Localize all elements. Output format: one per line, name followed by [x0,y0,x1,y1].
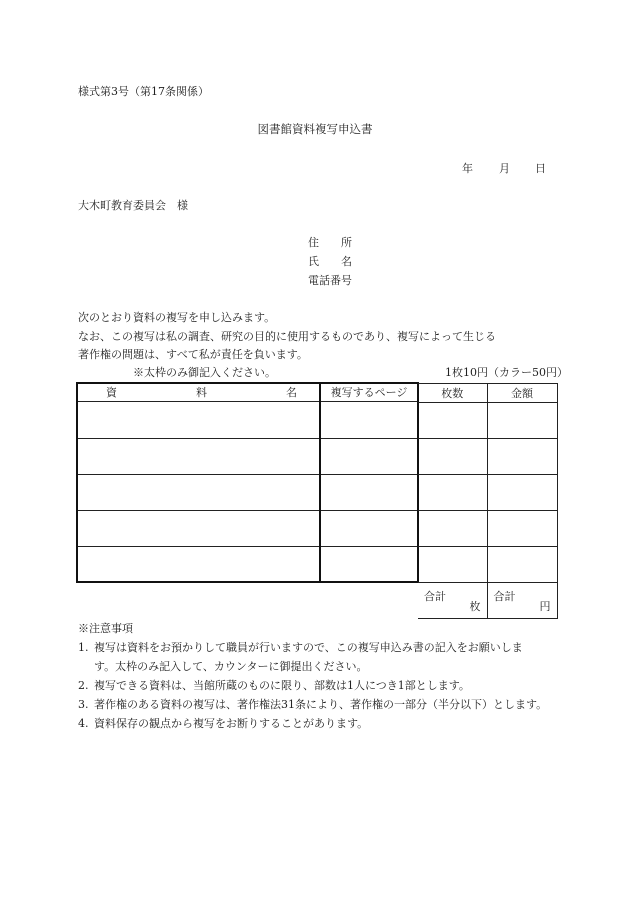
row-2-count [418,439,487,475]
request-table-staff [418,383,558,619]
total-amount-unit: 円 [539,600,551,613]
row-1-pages[interactable] [320,401,418,438]
note-text: 著作権のある資料の複写は、著作権法31条により、著作権の一部分（半分以下）とします。 [94,698,548,711]
total-count-unit: 枚 [469,600,481,613]
note-text: 資料保存の観点から複写をお断りすることがあります。 [94,717,369,730]
note-number: 2. [78,679,89,692]
date-day-label: 日 [535,162,546,175]
row-4-amount [487,511,557,547]
row-1-amount [487,403,557,439]
material-name-header-char-1: 資 [106,386,117,400]
price-note: 1枚10円（カラー50円） [445,366,568,379]
notes-heading: ※注意事項 [78,622,133,635]
row-1-material-name[interactable] [77,401,320,438]
row-3-amount [487,475,557,511]
phone-label: 電話番号 [308,274,352,287]
material-name-header-char-3: 名 [286,386,297,400]
total-amount-label: 合計 [493,590,516,603]
name-label: 氏 名 [308,255,352,268]
row-5-amount [487,547,557,583]
row-5-pages[interactable] [320,546,418,582]
material-name-header-char-2: 料 [196,386,207,400]
row-1-count [418,403,487,439]
date-month-label: 月 [499,162,510,175]
count-header: 枚数 [418,384,487,403]
total-count-label: 合計 [424,590,446,603]
row-3-count [418,475,487,511]
row-3-material-name[interactable] [77,474,320,510]
row-5-count [418,547,487,583]
addressee: 大木町教育委員会 様 [78,199,188,212]
statement-line-1: 次のとおり資料の複写を申し込みます。 [78,311,276,324]
note-text: 複写できる資料は、当館所蔵のものに限り、部数は1人につき1部とします。 [94,679,470,692]
note-text: 複写は資料をお預かりして職員が行いますので、この複写申込み書の記入をお願いしま [94,641,523,654]
pages-header: 複写するページ [320,383,418,401]
total-count-cell [418,583,487,619]
note-item-2 [78,680,470,691]
document-title: 図書館資料複写申込書 [257,122,373,136]
row-5-material-name[interactable] [77,546,320,582]
row-4-count [418,511,487,547]
note-item-4 [78,718,368,729]
form-number: 様式第3号（第17条関係） [78,85,209,98]
statement-line-2: なお、この複写は私の調査、研究の目的に使用するものであり、複写によって生じる [78,330,496,343]
note-item-3 [78,699,547,710]
row-2-pages[interactable] [320,438,418,474]
row-4-material-name[interactable] [77,510,320,546]
note-text: す。太枠のみ記入して、カウンターに御提出ください。 [94,660,368,673]
request-table-main [76,382,419,583]
total-amount-cell [487,583,557,619]
note-number: 1. [78,641,89,654]
note-number: 3. [78,698,89,711]
row-2-material-name[interactable] [77,438,320,474]
note-item-1 [78,642,523,653]
date-year-label: 年 [462,162,473,175]
note-number: 4. [78,717,89,730]
row-2-amount [487,439,557,475]
fill-note: ※太枠のみ御記入ください。 [133,366,276,379]
amount-header: 金額 [487,384,557,403]
address-label: 住 所 [308,236,352,249]
statement-line-3: 著作権の問題は、すべて私が責任を負います。 [78,348,308,361]
row-3-pages[interactable] [320,474,418,510]
row-4-pages[interactable] [320,510,418,546]
material-name-header [77,383,320,401]
note-item-1-continued [94,661,367,672]
